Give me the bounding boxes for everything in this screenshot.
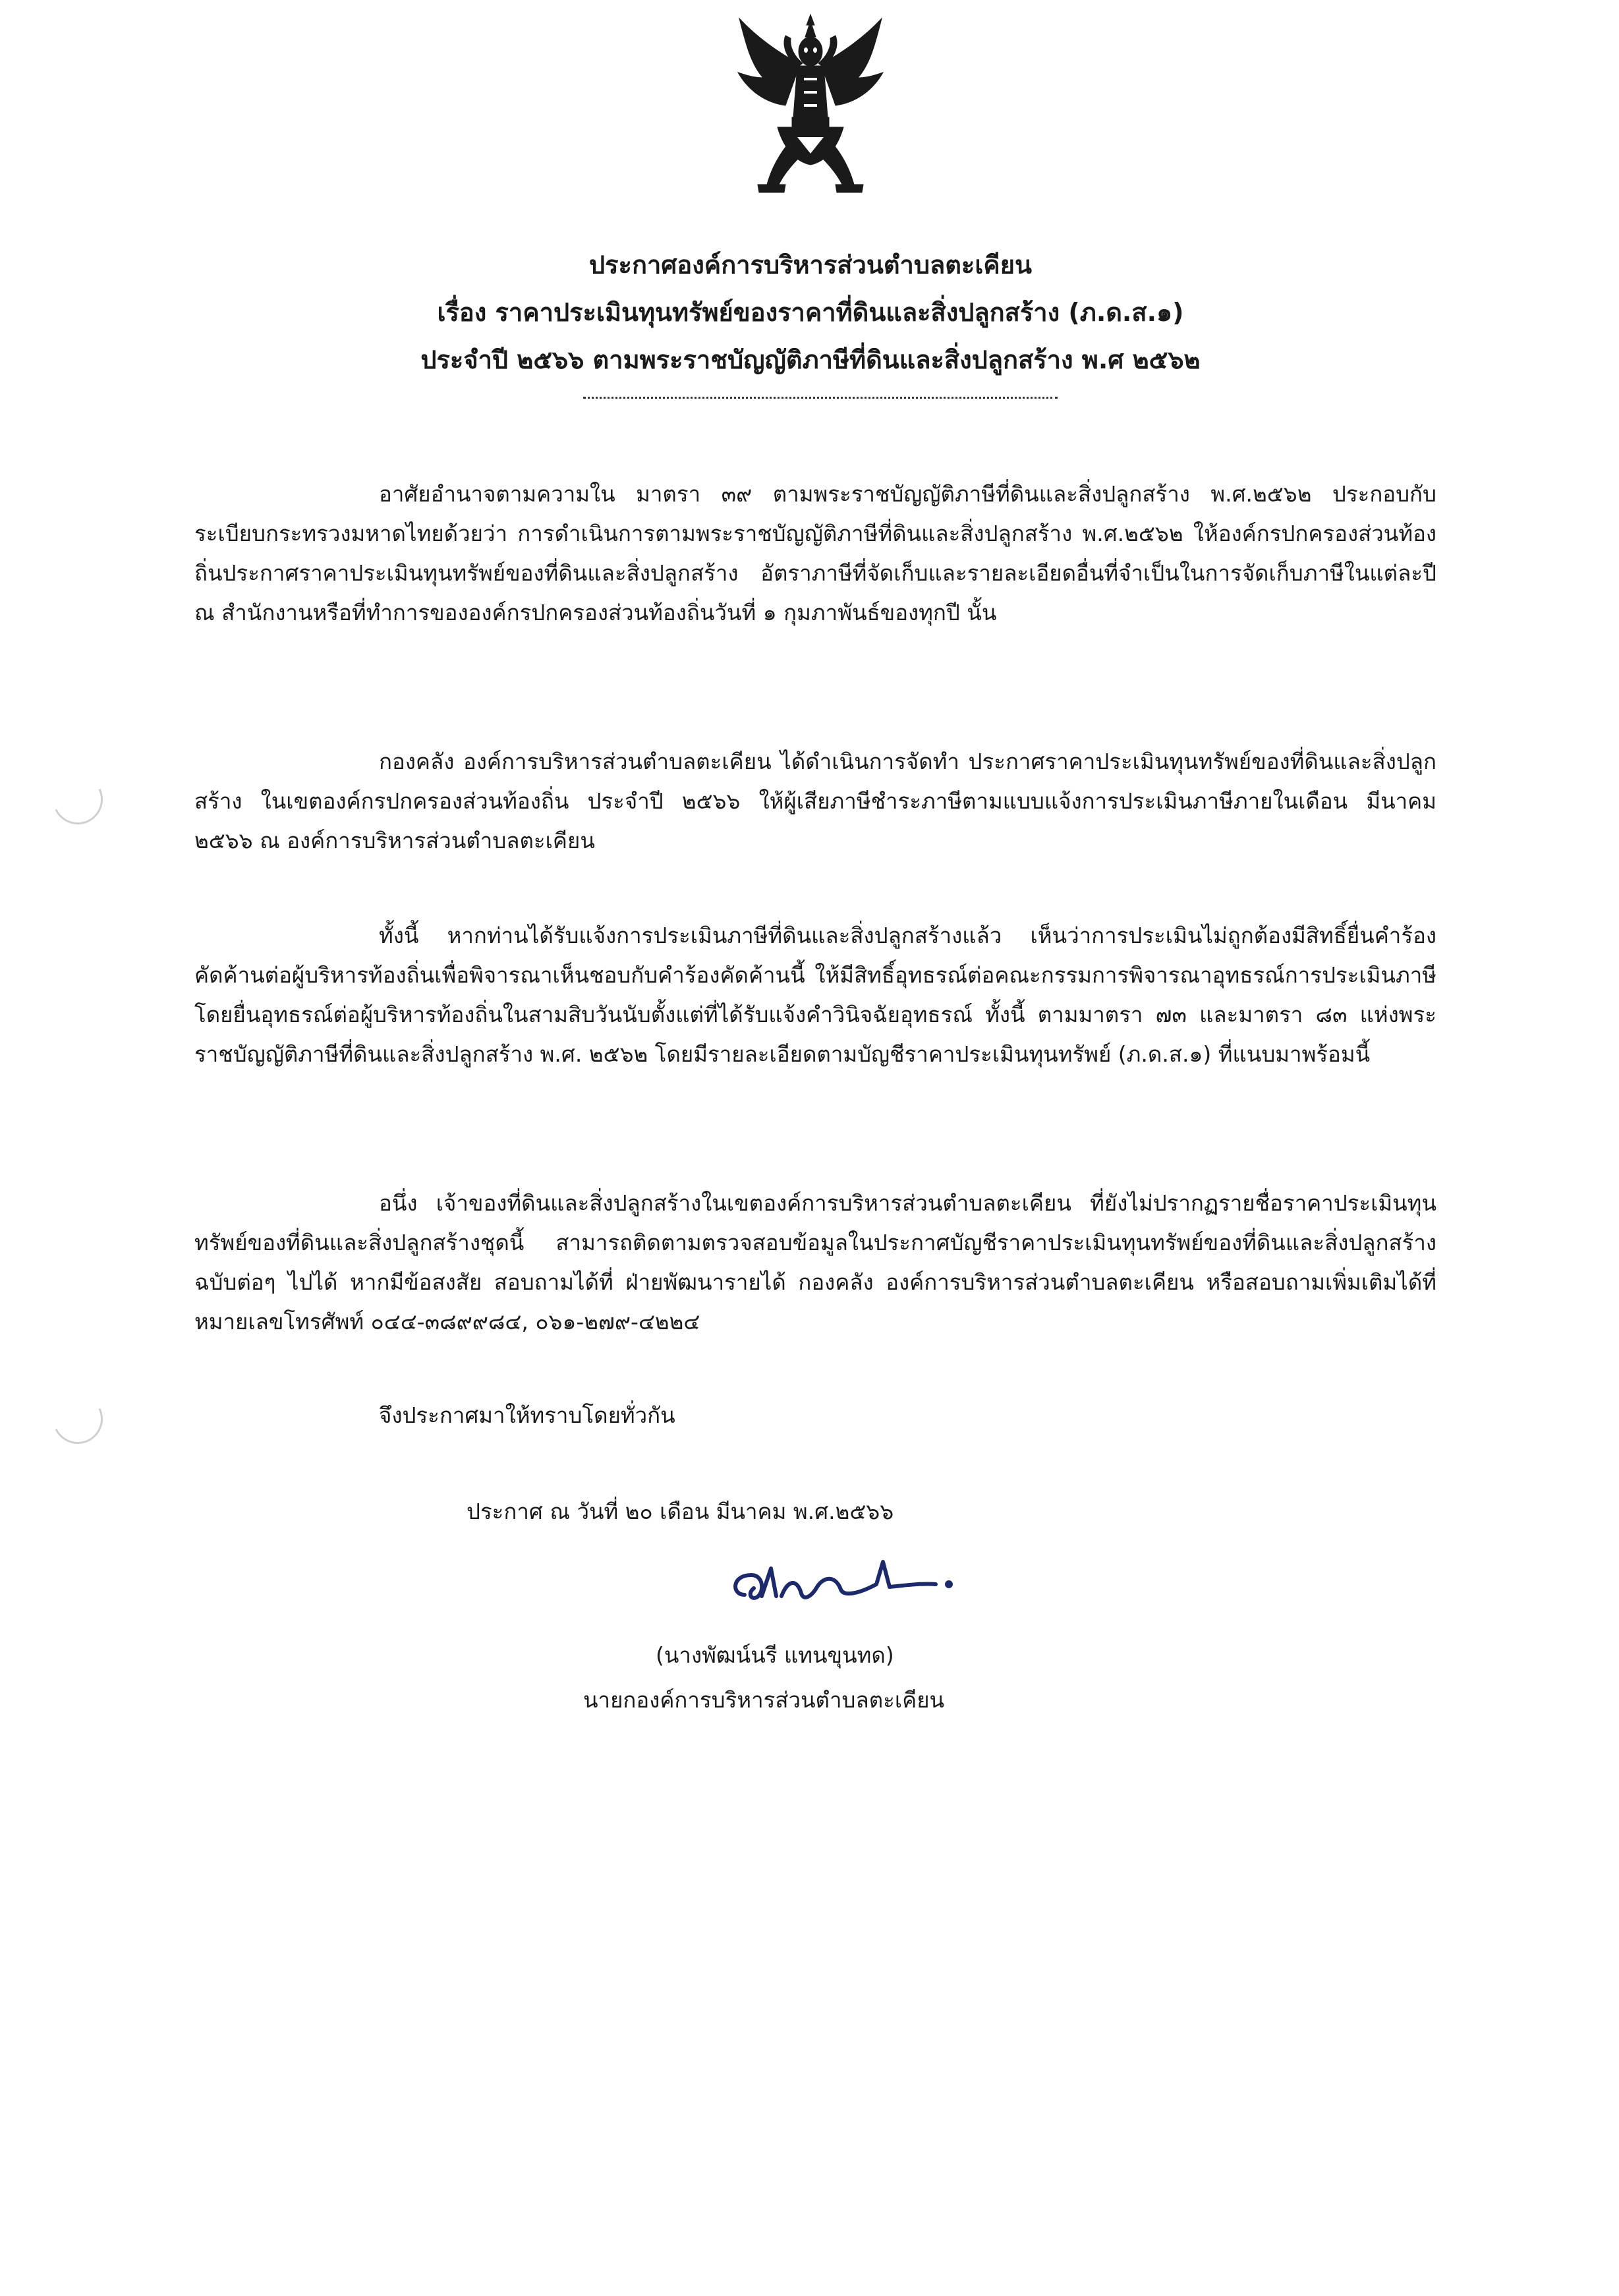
announcement-issuer: ประกาศองค์การบริหารส่วนตำบลตะเคียน (589, 250, 1032, 279)
paragraph-appeal-rights: ทั้งนี้ หากท่านได้รับแจ้งการประเมินภาษีที่ดินและสิ่งปลูกสร้างแล้ว เห็นว่าการประเมินไม่ถูกต้องมีสิทธิ์ยื่นคำร้องคัดค้านต่อผู้บริหารท้องถิ่นเพื่อพิจารณาเห็นชอบกับคำร้องคัดค้านนี้ ให้มีสิทธิ์อุทธรณ์ต่อคณะกรรมการพิจารณาอุทธรณ์การประเมินภาษี โดยยื่นอุทธรณ์ต่อผู้บริหารท้องถิ่นในสามสิบวันนับตั้งแต่ที่ได้รับแจ้งคำวินิจฉัยอุทธรณ์ ทั้งนี้ ตามมาตรา ๗๓ และมาตรา ๘๓ แห่งพระราชบัญญัติภาษีที่ดินและสิ่งปลูกสร้าง พ.ศ. ๒๕๖๒ โดยมีรายละเอียดตามบัญชีราคาประเมินทุนทรัพย์ (ภ.ด.ส.๑) ที่แนบมาพร้อมนี้ (194, 923, 1436, 1067)
announcement-year-law: ประจำปี ๒๕๖๖ ตามพระราชบัญญัติภาษีที่ดินและสิ่งปลูกสร้าง พ.ศ ๒๕๖๒ (420, 345, 1201, 374)
paragraph-additional-info: อนึ่ง เจ้าของที่ดินและสิ่งปลูกสร้างในเขตองค์การบริหารส่วนตำบลตะเคียน ที่ยังไม่ปรากฏรายชื่อราคาประเมินทุนทรัพย์ของที่ดินและสิ่งปลูกสร้างชุดนี้ สามารถติดตามตรวจสอบข้อมูลในประกาศบัญชีราคาประเมินทุนทรัพย์ของที่ดินและสิ่งปลูกสร้าง ฉบับต่อๆ ไปได้ หากมีข้อสงสัย สอบถามได้ที่ ฝ่ายพัฒนารายได้ กองคลัง องค์การบริหารส่วนตำบลตะเคียน หรือสอบถามเพิ่มเติมได้ที่หมายเลขโทรศัพท์ ๐๔๔-๓๘๙๙๘๔, ๐๖๑-๒๗๙-๔๒๒๔ (194, 1190, 1436, 1335)
announcement-date: ประกาศ ณ วันที่ ๒๐ เดือน มีนาคม พ.ศ.๒๕๖๖ (467, 1499, 894, 1524)
header-divider (583, 397, 1058, 399)
signer-name: (นางพัฒน์นรี แทนขุนทด) (656, 1642, 894, 1668)
punch-hole-upper (45, 767, 109, 831)
paragraph-closing: จึงประกาศมาให้ทราบโดยทั่วกัน (379, 1402, 675, 1428)
paragraph-finance-division: กองคลัง องค์การบริหารส่วนตำบลตะเคียน ได้ดำเนินการจัดทำ ประกาศราคาประเมินทุนทรัพย์ของที่ดินและสิ่งปลูกสร้าง ในเขตองค์กรปกครองส่วนท้องถิ่น ประจำปี ๒๕๖๖ ให้ผู้เสียภาษีชำระภาษีตามแบบแจ้งการประเมินภาษีภายในเดือน มีนาคม ๒๕๖๖ ณ องค์การบริหารส่วนตำบลตะเคียน (194, 749, 1436, 853)
signature-icon (725, 1555, 962, 1615)
paragraph-authority: อาศัยอำนาจตามความใน มาตรา ๓๙ ตามพระราชบัญญัติภาษีที่ดินและสิ่งปลูกสร้าง พ.ศ.๒๕๖๒ ประกอบกับระเบียบกระทรวงมหาดไทยด้วยว่า การดำเนินการตามพระราชบัญญัติภาษีที่ดินและสิ่งปลูกสร้าง พ.ศ.๒๕๖๒ ให้องค์กรปกครองส่วนท้องถิ่นประกาศราคาประเมินทุนทรัพย์ของที่ดินและสิ่งปลูกสร้าง อัตราภาษีที่จัดเก็บและรายละเอียดอื่นที่จำเป็นในการจัดเก็บภาษีในแต่ละปี ณ สำนักงานหรือที่ทำการขององค์กรปกครองส่วนท้องถิ่นวันที่ ๑ กุมภาพันธ์ของทุกปี นั้น (194, 481, 1436, 625)
announcement-subject: เรื่อง ราคาประเมินทุนทรัพย์ของราคาที่ดินและสิ่งปลูกสร้าง (ภ.ด.ส.๑) (437, 298, 1184, 327)
announcement-header (198, 241, 1423, 384)
signer-position: นายกองค์การบริหารส่วนตำบลตะเคียน (583, 1687, 945, 1713)
garuda-emblem-icon (731, 12, 890, 203)
punch-hole-lower (45, 1387, 109, 1450)
